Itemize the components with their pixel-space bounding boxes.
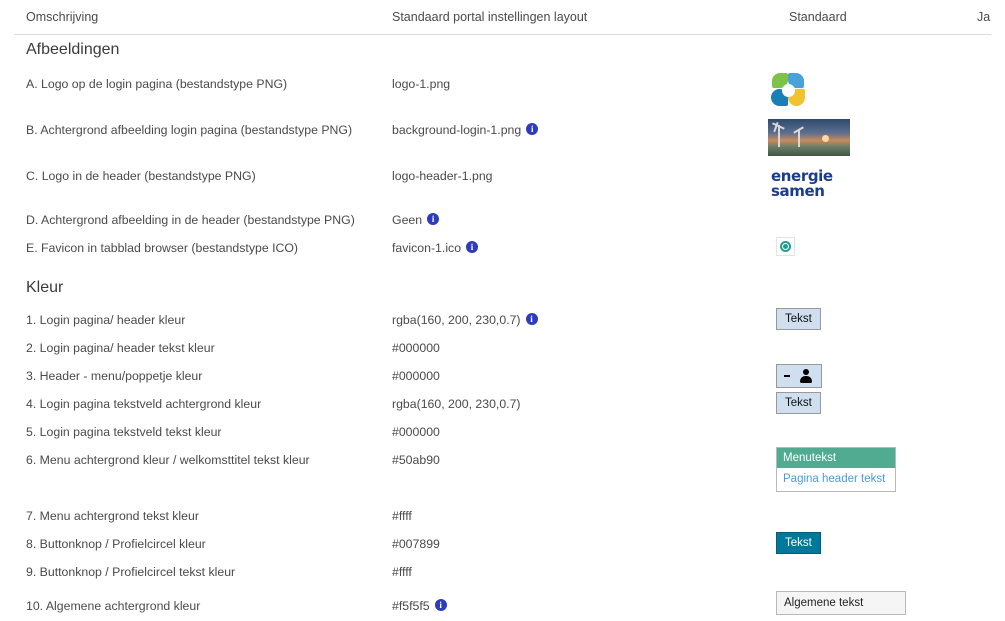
- profile-icon-preview: [776, 364, 822, 388]
- row-description: 9. Buttonknop / Profielcircel tekst kleur: [26, 565, 236, 579]
- row-value-text: Geen: [392, 213, 423, 227]
- row-description: 2. Login pagina/ header tekst kleur: [26, 341, 215, 355]
- table-row: [14, 161, 991, 207]
- header-logo-image: energie samen: [768, 163, 850, 203]
- row-description: 10. Algemene achtergrond kleur: [26, 599, 201, 613]
- row-description: B. Achtergrond afbeelding login pagina (bestandstype PNG): [26, 123, 353, 137]
- section-color: [14, 267, 991, 307]
- table-row: [14, 69, 991, 115]
- table-row: [14, 307, 991, 335]
- table-row: [14, 419, 991, 447]
- table-row: [14, 503, 991, 531]
- favicon-image: [776, 237, 795, 256]
- row-value: #007899: [392, 537, 440, 551]
- logo-image: [768, 71, 810, 111]
- header-description: Omschrijving: [26, 10, 99, 24]
- row-value: #000000: [392, 341, 440, 355]
- row-value: #50ab90: [392, 453, 440, 467]
- row-value: [392, 241, 478, 255]
- row-description: 8. Buttonknop / Profielcircel kleur: [26, 537, 206, 551]
- row-value: #ffff: [392, 565, 412, 579]
- section-title-color: Kleur: [26, 279, 64, 296]
- row-preview: [776, 308, 821, 330]
- row-description: E. Favicon in tabblad browser (bestandstype ICO): [26, 241, 299, 255]
- table-row: [14, 391, 991, 419]
- rows-color: [14, 307, 991, 621]
- info-icon[interactable]: i: [466, 241, 478, 253]
- row-value: #000000: [392, 369, 440, 383]
- row-value: logo-header-1.png: [392, 169, 493, 183]
- color-preview-text: Tekst: [776, 308, 821, 330]
- table-row: [14, 235, 991, 267]
- row-description: 6. Menu achtergrond kleur / welkomsttitel tekst kleur: [26, 453, 310, 467]
- row-description: 7. Menu achtergrond tekst kleur: [26, 509, 199, 523]
- table-header: [14, 0, 991, 35]
- general-background-preview: Algemene tekst: [776, 591, 906, 615]
- info-icon[interactable]: i: [427, 213, 439, 225]
- background-login-image: [768, 119, 850, 156]
- row-value-text: rgba(160, 200, 230,0.7): [392, 313, 521, 327]
- row-value-text: background-login-1.png: [392, 123, 522, 137]
- row-value-text: favicon-1.ico: [392, 241, 462, 255]
- row-description: D. Achtergrond afbeelding in de header (bestandstype PNG): [26, 213, 355, 227]
- row-value-text: #f5f5f5: [392, 599, 430, 613]
- row-description: 4. Login pagina tekstveld achtergrond kleur: [26, 397, 262, 411]
- rows-images: [14, 69, 991, 267]
- table-row: [14, 531, 991, 559]
- row-preview: [776, 364, 822, 391]
- table-row: [14, 335, 991, 363]
- row-value: #ffff: [392, 509, 412, 523]
- section-images: [14, 35, 991, 69]
- row-preview: [768, 71, 810, 111]
- row-value: [392, 313, 538, 327]
- row-value: [392, 213, 439, 227]
- table-row: [14, 207, 991, 235]
- row-value: #000000: [392, 425, 440, 439]
- table-row: [14, 587, 991, 621]
- row-value: logo-1.png: [392, 77, 451, 91]
- row-description: 1. Login pagina/ header kleur: [26, 313, 186, 327]
- row-preview: [768, 119, 850, 156]
- row-description: 5. Login pagina tekstveld tekst kleur: [26, 425, 222, 439]
- row-description: A. Logo op de login pagina (bestandstype PNG): [26, 77, 288, 91]
- info-icon[interactable]: i: [435, 599, 447, 611]
- table-row: [14, 115, 991, 161]
- row-description: C. Logo in de header (bestandstype PNG): [26, 169, 256, 183]
- table-row: [14, 363, 991, 391]
- row-preview: [776, 392, 821, 414]
- table-row: [14, 447, 991, 503]
- header-standard: Standaard: [789, 10, 847, 24]
- color-preview-text: Tekst: [776, 392, 821, 414]
- info-icon[interactable]: i: [526, 313, 538, 325]
- menu-preview-top: Menutekst: [777, 448, 895, 468]
- row-preview: [776, 591, 906, 615]
- row-value: [392, 123, 538, 137]
- menu-color-preview: [776, 447, 896, 492]
- person-icon: [799, 369, 813, 384]
- row-description: 3. Header - menu/poppetje kleur: [26, 369, 203, 383]
- row-preview: [768, 163, 850, 203]
- info-icon[interactable]: i: [526, 123, 538, 135]
- row-value: rgba(160, 200, 230,0.7): [392, 397, 521, 411]
- menu-preview-bottom: Pagina header tekst: [783, 473, 886, 485]
- button-color-preview: Tekst: [776, 532, 821, 554]
- row-preview: [776, 532, 821, 554]
- scrollbar[interactable]: [999, 0, 1005, 615]
- table-row: [14, 559, 991, 587]
- row-preview: [776, 237, 795, 256]
- section-title-images: Afbeeldingen: [26, 41, 120, 58]
- header-yes: Ja: [977, 10, 991, 24]
- row-preview: [776, 447, 896, 492]
- row-value: [392, 599, 447, 613]
- header-layout: Standaard portal instellingen layout: [392, 10, 588, 24]
